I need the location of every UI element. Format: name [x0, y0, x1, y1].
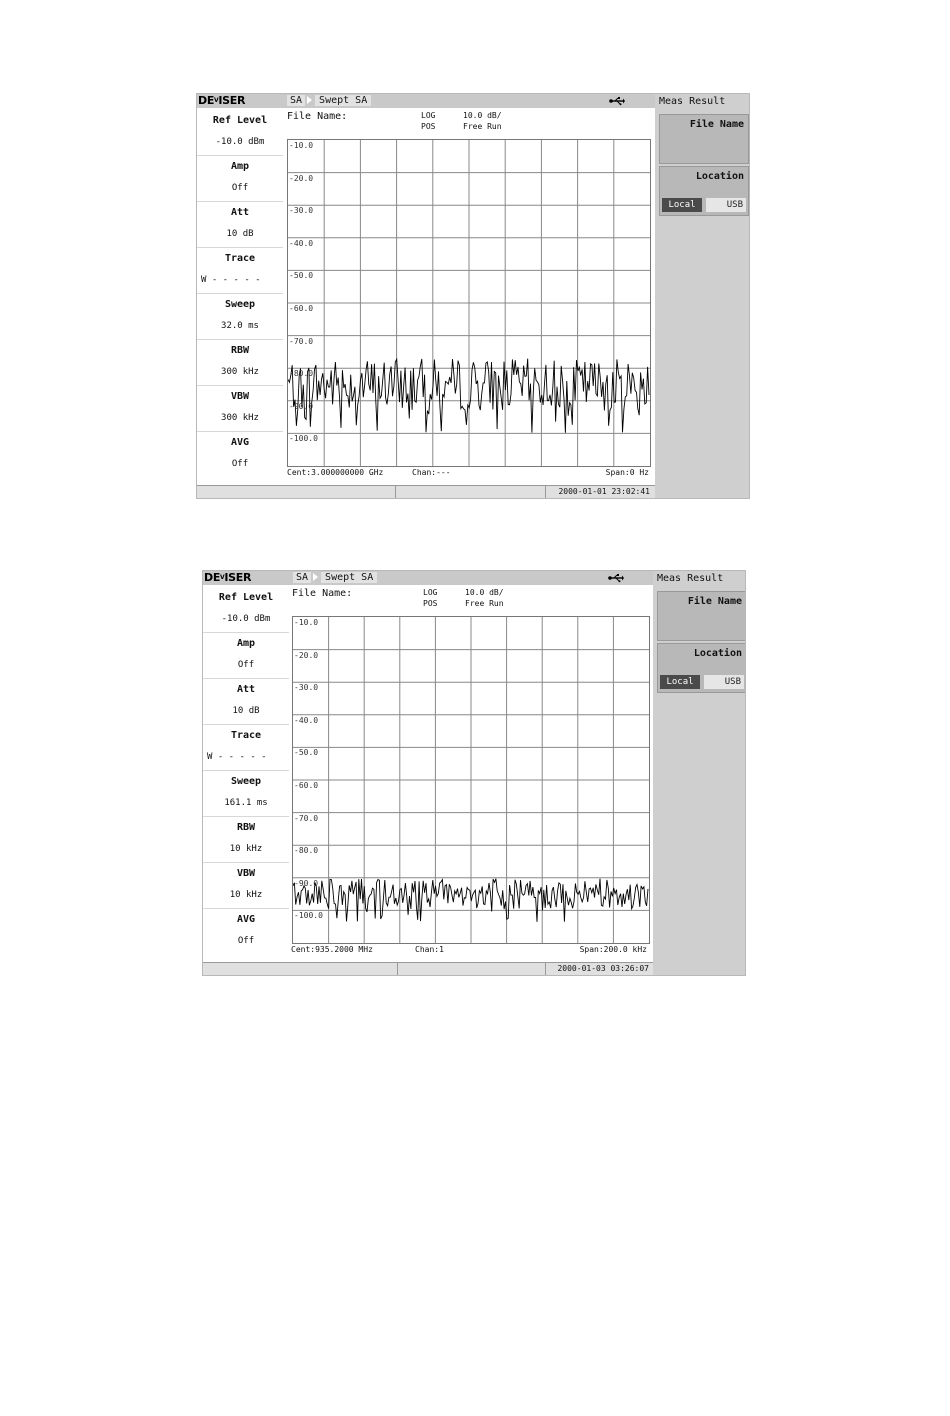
y-tick-label: -10.0 [294, 618, 319, 627]
param-avg[interactable]: AVG Off [230, 437, 250, 469]
param-trace[interactable]: Trace W - - - - - [197, 248, 283, 294]
param-amp[interactable]: Amp Off [197, 156, 283, 202]
location-usb-option[interactable]: USB [706, 198, 746, 212]
status-segment-1 [197, 486, 396, 498]
breadcrumb-arrow-icon [307, 96, 312, 104]
breadcrumb-app[interactable]: SA [287, 95, 305, 106]
softkey-menu-title: Meas Result [659, 96, 726, 107]
param-sweep[interactable]: Sweep 161.1 ms [203, 771, 289, 817]
mode-breadcrumb[interactable] [293, 571, 377, 585]
span-readout: Span:200.0 kHz [579, 945, 647, 954]
param-ref-level[interactable]: Ref Level -10.0 dBm [197, 110, 283, 156]
breadcrumb-mode[interactable]: Swept SA [315, 95, 371, 106]
scale-per-div: 10.0 dB/ Free Run [463, 111, 502, 131]
file-name-label: File Name: [292, 588, 353, 599]
breadcrumb-arrow-icon [313, 573, 318, 581]
breadcrumb-mode[interactable]: Swept SA [321, 572, 377, 583]
param-sweep[interactable]: Sweep 32.0 ms [197, 294, 283, 340]
spectrum-plot [293, 617, 649, 943]
y-tick-label: -100.0 [289, 434, 318, 444]
param-ref-level[interactable]: Ref Level -10.0 dBm [203, 587, 289, 633]
location-usb-option[interactable]: USB [704, 675, 744, 689]
param-amp[interactable]: Amp Off [203, 633, 289, 679]
y-tick-label: -50.0 [289, 271, 314, 281]
brand-logo: $DE^VISER$ [204, 571, 252, 584]
location-local-option[interactable]: Local [662, 198, 702, 212]
status-bar [203, 962, 653, 975]
param-att[interactable]: Att 10 dB [197, 202, 283, 248]
y-tick-label: -10.0 [289, 141, 314, 150]
param-rbw[interactable]: RBW 300 kHz [197, 340, 283, 386]
title-bar [203, 571, 653, 585]
y-tick-label: -80.0 [289, 369, 314, 379]
location-options [660, 675, 744, 689]
softkey-panel [655, 94, 749, 498]
status-segment-2 [397, 963, 546, 975]
title-bar [197, 94, 655, 108]
brand-logo: $DE^VISER$ [198, 94, 246, 107]
scale-type: LOG POS [421, 111, 436, 131]
param-avg[interactable]: AVG Off [236, 914, 256, 946]
y-tick-label: -90.0 [289, 401, 314, 411]
y-tick-label: -30.0 [294, 683, 319, 693]
y-tick-label: -80.0 [294, 846, 319, 856]
param-trace[interactable]: Trace W - - - - - [203, 725, 289, 771]
y-tick-label: -60.0 [294, 781, 319, 790]
analyzer-screen-2 [202, 570, 746, 976]
timestamp: 2000-01-01 23:02:41 [558, 487, 650, 496]
span-readout: Span:0 Hz [605, 468, 649, 477]
status-bar [197, 485, 655, 498]
analyzer-screen-1 [196, 93, 750, 499]
param-rbw[interactable]: RBW 10 kHz [203, 817, 289, 863]
mode-breadcrumb[interactable] [287, 94, 371, 108]
parameter-panel [203, 587, 289, 954]
file-name-label: File Name: [287, 111, 348, 122]
file-name-softkey[interactable]: File Name [657, 591, 746, 641]
param-vbw[interactable]: VBW 10 kHz [203, 863, 289, 909]
location-softkey[interactable]: Location Local USB [657, 643, 746, 693]
location-options [662, 198, 746, 212]
spectrum-plot [288, 140, 650, 466]
timestamp: 2000-01-03 03:26:07 [557, 964, 649, 973]
scale-per-div: 10.0 dB/ Free Run [465, 588, 504, 608]
y-tick-label: -70.0 [294, 813, 319, 823]
center-frequency: Cent:935.2000 MHz [291, 945, 373, 954]
status-segment-2 [395, 486, 546, 498]
y-tick-label: -30.0 [289, 206, 314, 216]
y-tick-label: -70.0 [289, 336, 314, 346]
y-tick-label: -40.0 [289, 238, 314, 248]
softkey-panel [653, 571, 746, 975]
channel-readout: Chan:1 [415, 945, 444, 954]
y-tick-label: -20.0 [294, 650, 319, 660]
usb-icon [608, 573, 624, 583]
status-segment-1 [203, 963, 398, 975]
center-frequency: Cent:3.000000000 GHz [287, 468, 384, 477]
param-att[interactable]: Att 10 dB [203, 679, 289, 725]
scale-type: LOG POS [423, 588, 438, 608]
y-tick-label: -40.0 [294, 715, 319, 725]
parameter-panel [197, 110, 283, 477]
y-tick-label: -50.0 [294, 748, 319, 758]
usb-icon [609, 96, 625, 106]
y-tick-label: -20.0 [289, 173, 314, 183]
softkey-menu-title: Meas Result [657, 573, 724, 584]
file-name-softkey[interactable]: File Name [659, 114, 749, 164]
location-softkey[interactable]: Location Local USB [659, 166, 749, 216]
location-local-option[interactable]: Local [660, 675, 700, 689]
spectrum-graticule [287, 139, 651, 467]
y-tick-label: -100.0 [294, 911, 323, 921]
channel-readout: Chan:--- [412, 468, 451, 477]
param-vbw[interactable]: VBW 300 kHz [197, 386, 283, 432]
spectrum-graticule [292, 616, 650, 944]
y-tick-label: -90.0 [294, 878, 319, 888]
breadcrumb-app[interactable]: SA [293, 572, 311, 583]
y-tick-label: -60.0 [289, 304, 314, 313]
